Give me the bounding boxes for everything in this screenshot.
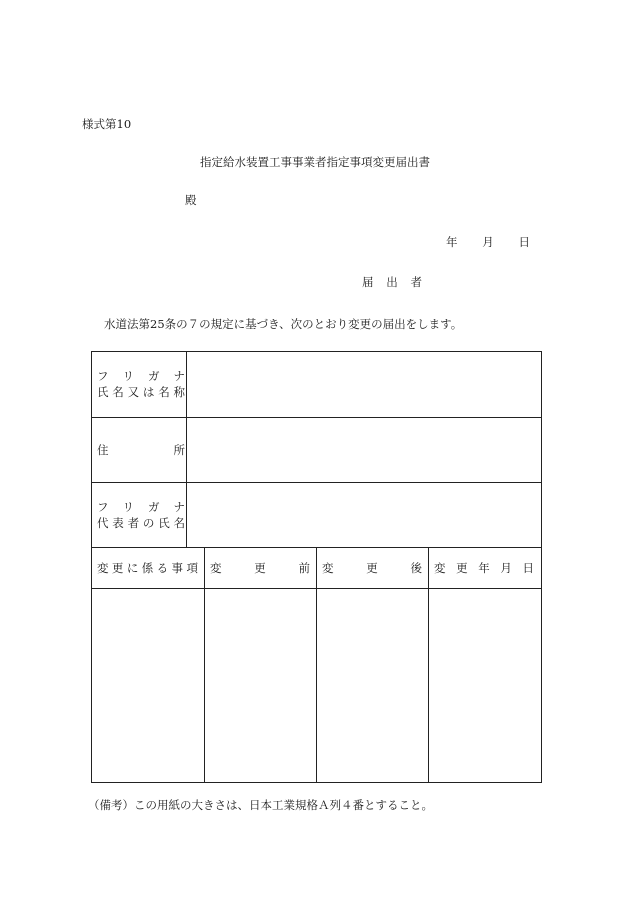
date-line [446,234,530,250]
month-label: 月 [482,235,494,249]
representative-field[interactable] [187,483,541,547]
header-before-change: 変 更 前 [210,561,310,575]
change-date-field[interactable] [429,589,541,782]
name-field[interactable] [187,352,541,417]
header-change-date: 変 更 年 月 日 [434,561,534,575]
name-label: フ リ ガ ナ 氏 名 又 は 名 称 [97,369,185,399]
statement: 水道法第25条の７の規定に基づき、次のとおり変更の届出をします。 [104,317,463,331]
after-change-field[interactable] [317,589,428,782]
header-change-item: 変 更 に 係 る 事 項 [97,561,198,575]
form-number: 様式第10 [82,117,132,131]
form-table [91,351,542,783]
addressee-suffix: 殿 [185,193,197,207]
notifier-label: 届 出 者 [362,275,422,289]
representative-label: フ リ ガ ナ 代 表 者 の 氏 名 [97,500,185,530]
remarks: （備考）この用紙の大きさは、日本工業規格Ａ列４番とすること。 [88,798,433,812]
year-label: 年 [446,235,458,249]
address-field[interactable] [187,418,541,482]
address-label: 住 所 [97,443,185,457]
header-after-change: 変 更 後 [322,561,422,575]
day-label: 日 [518,235,530,249]
before-change-field[interactable] [205,589,316,782]
furigana-label: フ リ ガ ナ [97,369,185,383]
form-title: 指定給水装置工事事業者指定事項変更届出書 [200,155,430,169]
furigana-label: フ リ ガ ナ [97,500,185,514]
change-item-field[interactable] [92,589,204,782]
